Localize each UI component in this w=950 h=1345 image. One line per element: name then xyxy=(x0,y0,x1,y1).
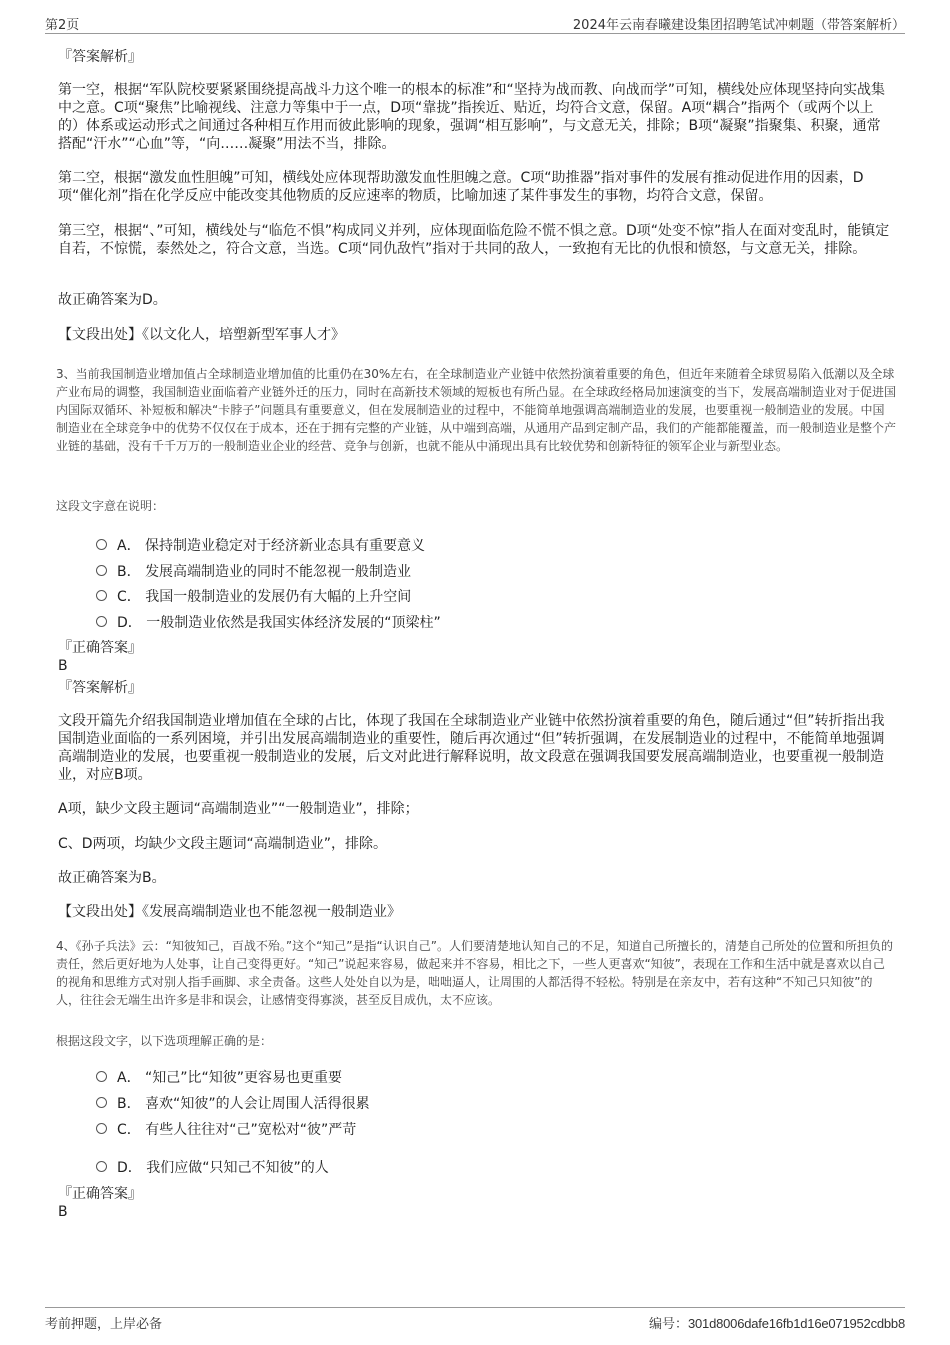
correct-answer-value: B xyxy=(58,1204,68,1220)
document-code: 编号：301d8006dafe16fb1d16e071952cdbb8 xyxy=(648,1316,905,1332)
question-4-prompt: 根据这段文字，以下选项理解正确的是： xyxy=(56,1034,273,1048)
analysis-paragraph: A项，缺少文段主题词“高端制造业”“一般制造业”，排除； xyxy=(58,801,419,817)
page-number: 第2页 xyxy=(45,18,80,33)
analysis-paragraph: 第三空，根据“、”可知，横线处与“临危不惧”构成同义并列，应体现面临危险不慌不惧之意。D项“处变不惊”指人在面对变乱时，能镇定自若，不惊慌，泰然处之，符合文意，当选。C项“同仇敌忾”指对于共同的敌人，一致抱有无比的仇恨和愤怒，与文意无关，排除。 xyxy=(58,223,890,257)
footer-slogan: 考前押题，上岸必备 xyxy=(45,1317,163,1332)
analysis-paragraph: 第一空，根据“军队院校要紧紧围绕提高战斗力这个唯一的根本的标准”和“坚持为战而教、向战而学”可知，横线处应体现坚持向实战集中之意。C项“聚焦”比喻视线、注意力等集中于一点，D项“靠拢”指挨近、贴近，均符合文意，保留。A项“耦合”指两个（或两个以上的）体系或运动形式之间通过各种相互作用而彼此影响的现象，强调“相互影响”，与文意无关，排除；B项“凝聚”指聚集、积聚，通常搭配“汗水”“心血”等，“向……凝聚”用法不当，排除。 xyxy=(58,82,886,152)
analysis-paragraph: C、D两项，均缺少文段主题词“高端制造业”，排除。 xyxy=(58,836,388,852)
correct-answer-value: B xyxy=(58,658,68,674)
radio-button[interactable] xyxy=(96,1071,107,1082)
radio-button[interactable] xyxy=(96,1161,107,1172)
answer-conclusion: 故正确答案为B。 xyxy=(58,870,166,886)
source-citation: 【文段出处】《发展高端制造业也不能忽视一般制造业》 xyxy=(58,904,401,920)
footer-divider xyxy=(45,1307,905,1308)
radio-button[interactable] xyxy=(96,616,107,627)
radio-button[interactable] xyxy=(96,539,107,550)
page-header xyxy=(0,0,950,34)
document-page: 第2页 2024年云南春曦建设集团招聘笔试冲刺题（带答案解析） 『答案解析』 第一空，根据“军队院校要紧紧围绕提高战斗力这个唯一的根本的标准”和“坚持为战而教、向战而学”可知，横线处应体现坚持向实战集中之意。C项“聚焦”比喻视线、注意力等集中于一点，D项“靠拢”指挨近、贴近，均符合文意，保留。A项“耦合”指两个（或两个以上的）体系或运动形式之间通过各种相互作用而彼此影响的现象，强调“相互影响”，与文意无关，排除；B项“凝聚”指聚集、积聚，通常搭配“汗水”“心血”等，“向……凝聚”用法不当，排除。 第二空，根据“激发血性胆魄”可知，横线处应体现帮助激发血性胆魄之意。C项“助推器”指对事件的发展有推动促进作用的因素，D项“催化剂”指在化学反应中能改变其他物质的反应速率的物质，比喻加速了某件事发生的事物，均符合文意，保留。 第三空，根据“、”可知，横线处与“临危不惧”构成同义并列，应体现面临危险不慌不惧之意。D项“处变不惊”指人在面对变乱时，能镇定自若，不惊慌，泰然处之，符合文意，当选。C项“同仇敌忾”指对于共同的敌人，一致抱有无比的仇恨和愤怒，与文意无关，排除。 故正确答案为D。 【文段出处】《以文化人，培塑新型军事人才》 3、当前我国制造业增加值占全球制造业增加值的比重仍在30%左右，在全球制造业产业链中依然扮演着重要的角色，但近年来随着全球贸易陷入低潮以及全球产业布局的调整，我国制造业面临着产业链外迁的压力，同时在高新技术领域的短板也有所凸显。在全球政经格局加速演变的当下，发展高端制造业对于促进国内国际双循环、补短板和解决“卡脖子”问题具有重要意义，但在发展制造业的过程中，不能简单地强调高端制造业的发展，也要重视一般制造业的发展。中国制造业在全球竞争中的优势不仅仅在于成本，还在于拥有完整的产业链，从中端到高端，从通用产品到定制产品，我们的产能都能覆盖，而一般制造业是整个产业链的基础，没有千千万万的一般制造业企业的经营、竞争与创新，也就不能从中涌现出具有比较优势和创新特征的领军企业与新型业态。 这段文字意在说明： A． 保持制造业稳定对于经济新业态具有重要意义 B． 发展高端制造业的同时不能忽视一般制造业 C． 我国一般制造业的发展仍有大幅的上升空间 D． 一般制造业依然是我国实体经济发展的“顶梁柱” 『正确答案』 B 『答案解析』 文段开篇先介绍我国制造业增加值在全球的占比，体现了我国在全球制造业产业链中依然扮演着重要的角色，随后通过“但”转折指出我国制造业面临的一系列困境，并引出发展高端制造业的重要性，随后再次通过“但”转折强调，在发展制造业的过程中，不能简单地强调高端制造业的发展，也要重视一般制造业的发展，后文对此进行解释说明，故文段意在强调我国要发展高端制造业，也要重视一般制造业，对应B项。 A项，缺少文段主题词“高端制造业”“一般制造业”，排除； C、D两项，均缺少文段主题词“高端制造业”，排除。 故正确答案为B。 【文段出处】《发展高端制造业也不能忽视一般制造业》 4、《孙子兵法》云：“知彼知己，百战不殆。”这个“知己”是指“认识自己”。人们要清楚地认知自己的不足，知道自己所擅长的，清楚自己所处的位置和所担负的责任，然后更好地为人处事，让自己变得更好。“知己”说起来容易，做起来并不容易，相比之下，一些人更喜欢“知彼”，表现在工作和生活中就是喜欢以自己的视角和思维方式对别人指手画脚、求全责备。这些人处处自以为是，咄咄逼人，让周围的人都活得不轻松。特别是在亲友中，若有这种“不知己只知彼”的人，往往会无端生出许多是非和误会，让感情变得寡淡，甚至反目成仇，太不应该。 根据这段文字，以下选项理解正确的是： A． “知己”比“知彼”更容易也更重要 B． 喜欢“知彼”的人会让周围人活得很累 C． 有些人往往对“己”宽松对“彼”严苛 D． 我们应做“只知己不知彼”的人 『正确答案』 B 考前押题，上岸必备 编号：301d8006dafe16fb1d16e071952cdbb8 xyxy=(0,0,950,1345)
radio-button[interactable] xyxy=(96,590,107,601)
source-citation: 【文段出处】《以文化人，培塑新型军事人才》 xyxy=(58,327,345,343)
correct-answer-label: 『正确答案』 xyxy=(58,1186,142,1202)
question-3-stem: 3、当前我国制造业增加值占全球制造业增加值的比重仍在30%左右，在全球制造业产业链中依然扮演着重要的角色，但近年来随着全球贸易陷入低潮以及全球产业布局的调整，我国制造业面临着产业链外迁的压力，同时在高新技术领域的短板也有所凸显。在全球政经格局加速演变的当下，发展高端制造业对于促进国内国际双循环、补短板和解决“卡脖子”问题具有重要意义，但在发展制造业的过程中，不能简单地强调高端制造业的发展，也要重视一般制造业的发展。中国制造业在全球竞争中的优势不仅仅在于成本，还在于拥有完整的产业链，从中端到高端，从通用产品到定制产品，我们的产能都能覆盖，而一般制造业是整个产业链的基础，没有千千万万的一般制造业企业的经营、竞争与创新，也就不能从中涌现出具有比较优势和创新特征的领军企业与新型业态。 xyxy=(56,367,897,453)
question-3-prompt: 这段文字意在说明： xyxy=(56,499,165,513)
document-title: 2024年云南春曦建设集团招聘笔试冲刺题（带答案解析） xyxy=(572,18,905,33)
answer-conclusion: 故正确答案为D。 xyxy=(58,292,167,308)
radio-button[interactable] xyxy=(96,1097,107,1108)
analysis-paragraph: 文段开篇先介绍我国制造业增加值在全球的占比，体现了我国在全球制造业产业链中依然扮演着重要的角色，随后通过“但”转折指出我国制造业面临的一系列困境，并引出发展高端制造业的重要性，随后再次通过“但”转折强调，在发展制造业的过程中，不能简单地强调高端制造业的发展，也要重视一般制造业的发展，后文对此进行解释说明，故文段意在强调我国要发展高端制造业，也要重视一般制造业，对应B项。 xyxy=(58,713,885,783)
header-divider xyxy=(45,33,905,34)
correct-answer-label: 『正确答案』 xyxy=(58,640,142,656)
analysis-label: 『答案解析』 xyxy=(58,49,142,65)
analysis-paragraph: 第二空，根据“激发血性胆魄”可知，横线处应体现帮助激发血性胆魄之意。C项“助推器”指对事件的发展有推动促进作用的因素，D项“催化剂”指在化学反应中能改变其他物质的反应速率的物质，比喻加速了某件事发生的事物，均符合文意，保留。 xyxy=(58,170,864,204)
radio-button[interactable] xyxy=(96,1123,107,1134)
question-4-stem: 4、《孙子兵法》云：“知彼知己，百战不殆。”这个“知己”是指“认识自己”。人们要清楚地认知自己的不足，知道自己所擅长的，清楚自己所处的位置和所担负的责任，然后更好地为人处事，让自己变得更好。“知己”说起来容易，做起来并不容易，相比之下，一些人更喜欢“知彼”，表现在工作和生活中就是喜欢以自己的视角和思维方式对别人指手画脚、求全责备。这些人处处自以为是，咄咄逼人，让周围的人都活得不轻松。特别是在亲友中，若有这种“不知己只知彼”的人，往往会无端生出许多是非和误会，让感情变得寡淡，甚至反目成仇，太不应该。 xyxy=(56,939,893,1007)
radio-button[interactable] xyxy=(96,565,107,576)
analysis-label: 『答案解析』 xyxy=(58,680,142,696)
